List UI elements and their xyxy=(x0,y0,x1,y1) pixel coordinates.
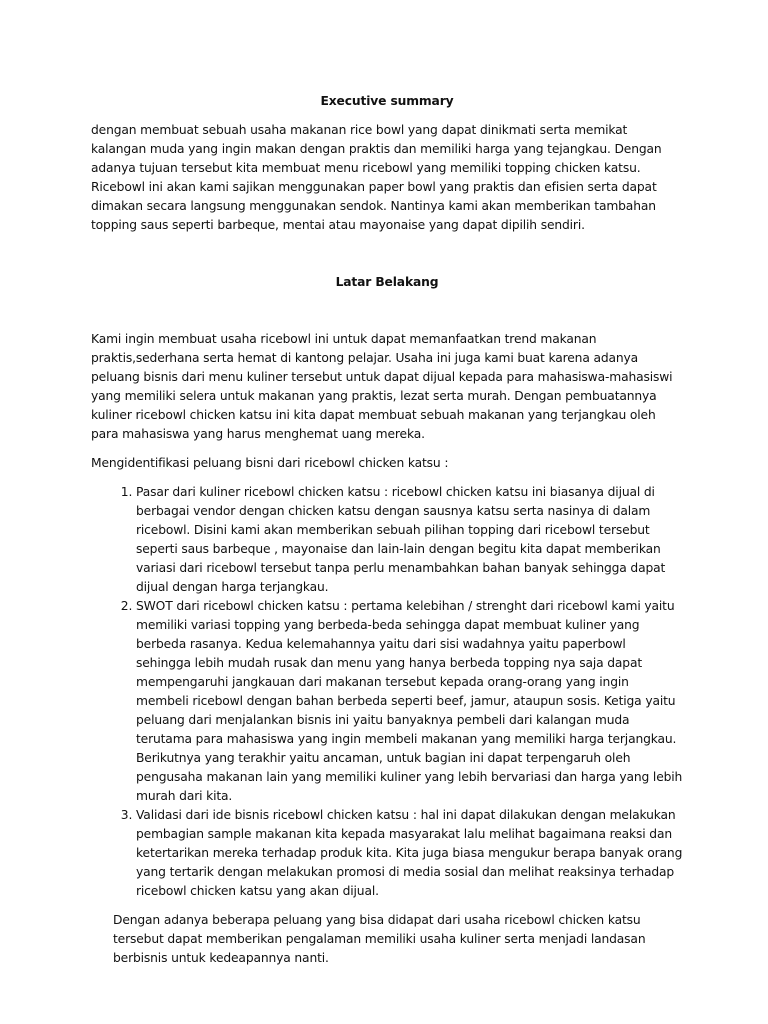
opportunity-list xyxy=(91,483,683,901)
closing-paragraph: Dengan adanya beberapa peluang yang bisa didapat dari usaha ricebowl chicken katsu tersebut dapat memberikan pengalaman memiliki usaha kuliner serta menjadi landasan berbisnis untuk kedeapannya nanti. xyxy=(113,913,646,965)
executive-summary-paragraph: dengan membuat sebuah usaha makanan rice bowl yang dapat dinikmati serta memikat kalangan muda yang ingin makan dengan praktis dan memiliki harga yang tejangkau. Dengan adanya tujuan tersebut kita membuat menu ricebowl yang memiliki topping chicken katsu. Ricebowl ini akan kami sajikan menggunakan paper bowl yang praktis dan efisien serta dapat dimakan secara langsung menggunakan sendok. Nantinya kami akan memberikan tambahan topping saus seperti barbeque, mentai atau mayonaise yang dapat dipilih sendiri. xyxy=(91,123,662,232)
list-item: 1. Pasar dari kuliner ricebowl chicken katsu : ricebowl chicken katsu ini biasanya dijual di berbagai vendor dengan chicken katsu dengan sausnya katsu serta nasinya di dalam ricebowl. Disini kami akan memberikan sebuah pilihan topping dari ricebowl tersebut seperti saus barbeque , mayonaise dan lain-lain dengan begitu kita dapat memberikan variasi dari ricebowl tersebut tanpa perlu menambahkan bahan banyak sehingga dapat dijual dengan harga terjangkau. xyxy=(136,483,683,597)
latar-belakang-heading: Latar Belakang xyxy=(335,275,439,289)
list-item: 3. Validasi dari ide bisnis ricebowl chicken katsu : hal ini dapat dilakukan dengan melakukan pembagian sample makanan kita kepada masyarakat lalu melihat bagaimana reaksi dan ketertarikan mereka terhadap produk kita. Kita juga biasa mengukur berapa banyak orang yang tertarik dengan melakukan promosi di media sosial dan melihat reaksinya terhadap ricebowl chicken katsu yang akan dijual. xyxy=(136,806,683,901)
list-item: 2. SWOT dari ricebowl chicken katsu : pertama kelebihan / strenght dari ricebowl kami yaitu memiliki variasi topping yang berbeda-beda sehingga dapat membuat kuliner yang berbeda rasanya. Kedua kelemahannya yaitu dari sisi wadahnya yaitu paperbowl sehingga lebih mudah rusak dan menu yang hanya berbeda topping nya saja dapat mempengaruhi jangkauan dari makanan tersebut kepada orang-orang yang ingin membeli ricebowl dengan bahan berbeda seperti beef, jamur, ataupun sosis. Ketiga yaitu peluang dari menjalankan bisnis ini yaitu banyaknya pembeli dari kalangan muda terutama para mahasiswa yang ingin membeli makanan yang memiliki harga terjangkau. Berikutnya yang terakhir yaitu ancaman, untuk bagian ini dapat terpengaruh oleh pengusaha makanan lain yang memiliki kuliner yang lebih bervariasi dan harga yang lebih murah dari kita. xyxy=(136,597,683,806)
executive-summary-heading: Executive summary xyxy=(320,94,454,108)
identification-intro: Mengidentifikasi peluang bisni dari ricebowl chicken katsu : xyxy=(91,456,449,470)
document-body xyxy=(91,92,683,968)
latar-belakang-paragraph: Kami ingin membuat usaha ricebowl ini untuk dapat memanfaatkan trend makanan praktis,sederhana serta hemat di kantong pelajar. Usaha ini juga kami buat karena adanya peluang bisnis dari menu kuliner tersebut untuk dapat dijual kepada para mahasiswa-mahasiswi yang memiliki selera untuk makanan yang praktis, lezat serta murah. Dengan pembuatannya kuliner ricebowl chicken katsu ini kita dapat membuat sebuah makanan yang terjangkau oleh para mahasiswa yang harus menghemat uang mereka. xyxy=(91,332,673,441)
